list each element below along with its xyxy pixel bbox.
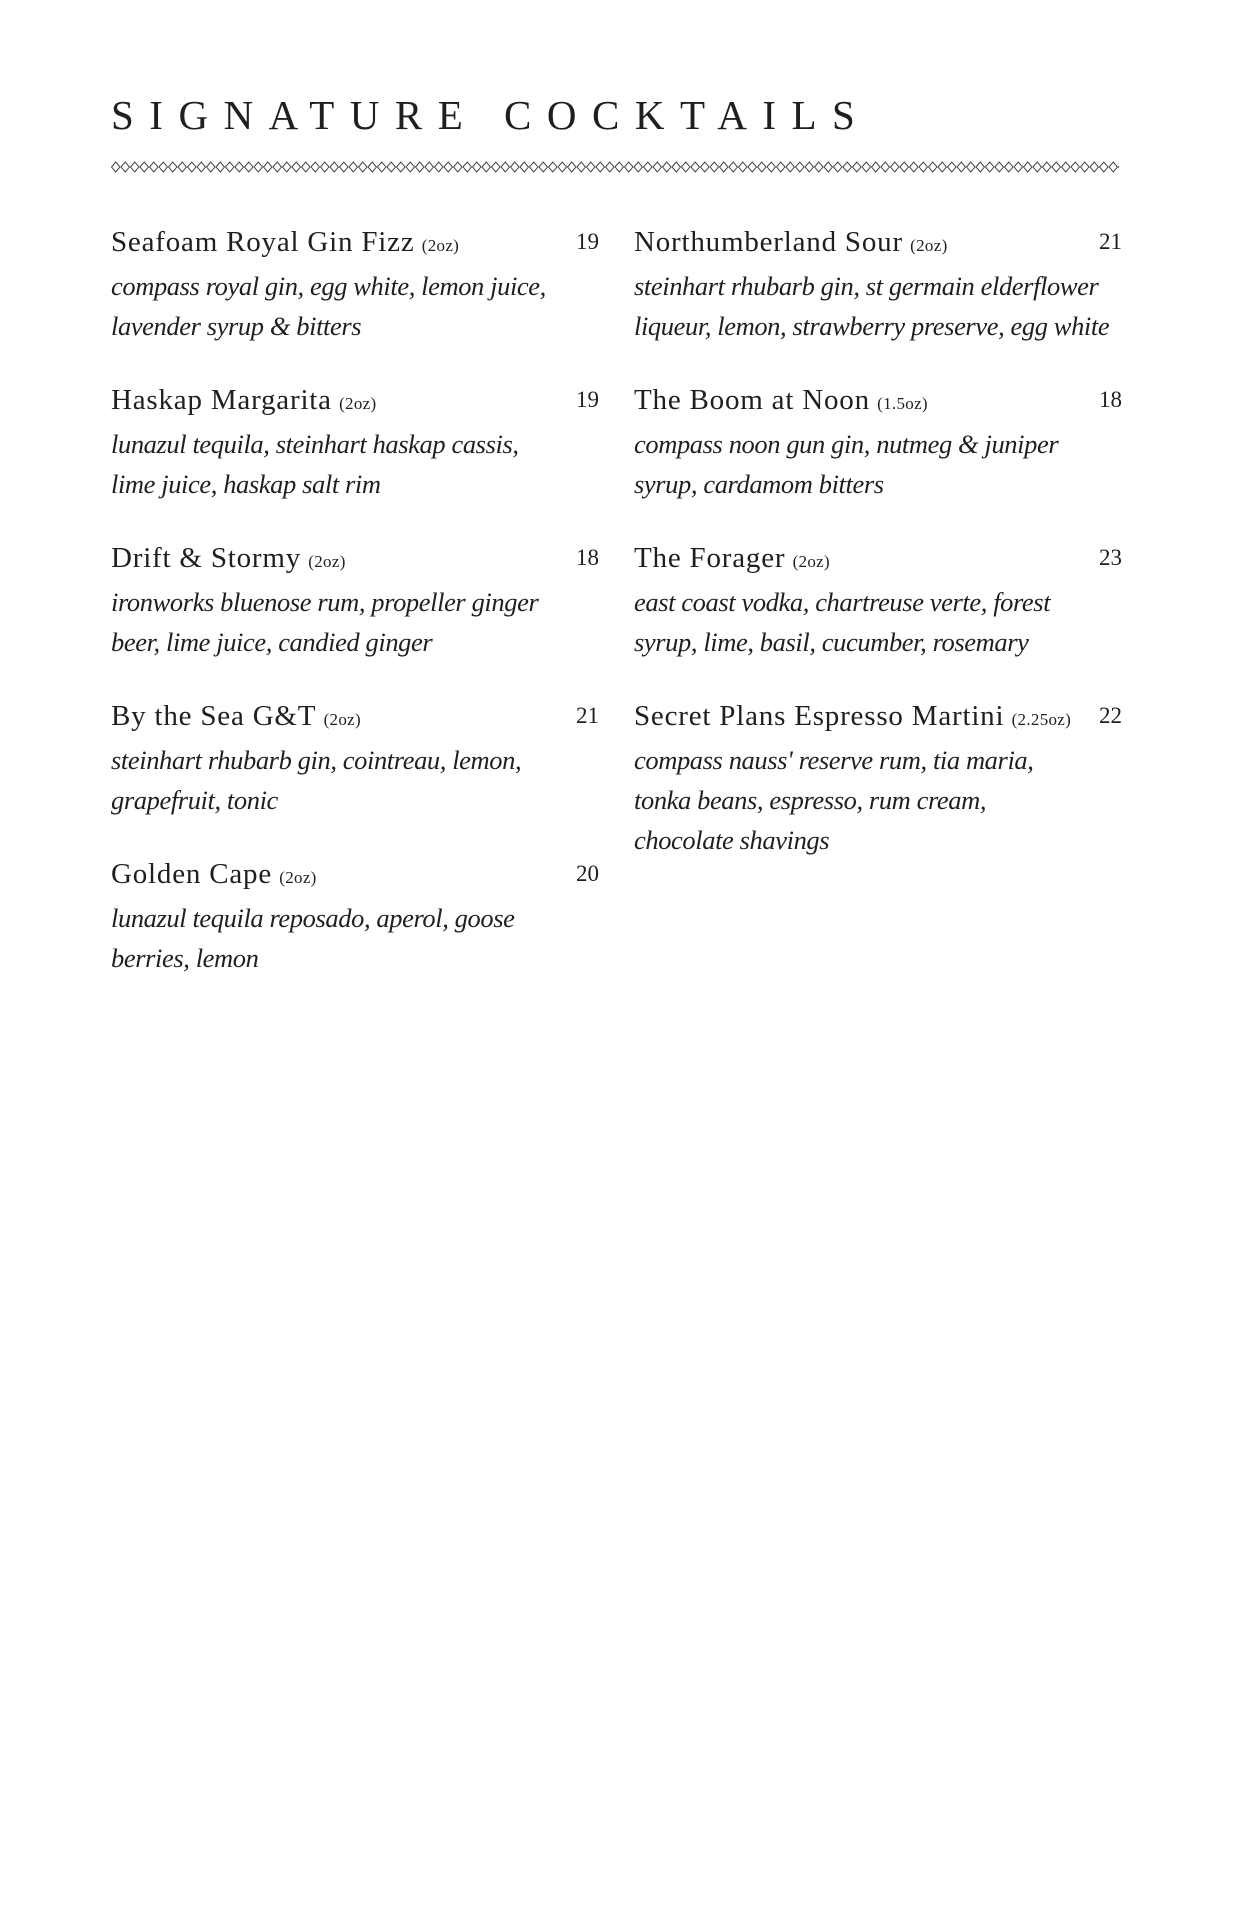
menu-item [111,538,599,662]
cocktail-description [634,424,1122,504]
menu-item-header [111,854,599,898]
cocktail-name: The Boom at Noon [634,384,870,416]
pour-size: (2oz) [339,394,377,413]
cocktail-description [111,266,599,346]
description-line: lime juice, haskap salt rim [111,469,381,499]
description-line: steinhart rhubarb gin, st germain elderflower [634,271,1099,301]
description-line: beer, lime juice, candied ginger [111,627,433,657]
menu-item-header [634,222,1122,266]
menu-item-header [111,696,599,740]
cocktail-price: 21 [1099,229,1122,254]
menu-page [111,0,1122,973]
pour-size: (2oz) [910,236,948,255]
pour-size: (2oz) [323,710,361,729]
cocktail-description [111,582,599,662]
cocktail-description [111,740,599,820]
description-line: chocolate shavings [634,825,830,855]
cocktail-price: 19 [576,229,599,254]
cocktail-price: 18 [1099,387,1122,412]
cocktail-description [634,740,1122,860]
cocktail-price: 23 [1099,545,1122,570]
cocktail-description [634,266,1122,346]
description-line: compass noon gun gin, nutmeg & juniper [634,429,1059,459]
menu-item-header [634,380,1122,424]
cocktail-name: Drift & Stormy [111,542,302,574]
description-line: compass nauss' reserve rum, tia maria, [634,745,1034,775]
menu-item [634,538,1122,662]
cocktail-name: Northumberland Sour [634,226,903,258]
cocktail-name: Secret Plans Espresso Martini [634,700,1005,732]
cocktail-price: 22 [1099,703,1122,728]
pour-size: (2oz) [792,552,830,571]
cocktail-price: 21 [576,703,599,728]
menu-item [111,380,599,504]
menu-item-header [634,696,1122,740]
menu-item-header [111,222,599,266]
cocktail-description [111,424,599,504]
menu-item [634,696,1122,860]
diamond-divider [111,160,1119,174]
description-line: liqueur, lemon, strawberry preserve, egg white [634,311,1110,341]
left-column [111,222,599,1012]
description-line: lavender syrup & bitters [111,311,362,341]
cocktail-price: 20 [576,861,599,886]
description-line: ironworks bluenose rum, propeller ginger [111,587,539,617]
menu-item [634,380,1122,504]
menu-title: SIGNATURE COCKTAILS [111,92,871,138]
cocktail-name: Seafoam Royal Gin Fizz [111,226,415,258]
menu-item [111,696,599,820]
menu-item-header [634,538,1122,582]
cocktail-price: 18 [576,545,599,570]
cocktail-name: Haskap Margarita [111,384,332,416]
cocktail-description [634,582,1122,662]
right-column [634,222,1122,894]
description-line: lunazul tequila, steinhart haskap cassis, [111,429,519,459]
description-line: compass royal gin, egg white, lemon juice, [111,271,546,301]
description-line: berries, lemon [111,943,259,973]
description-line: syrup, cardamom bitters [634,469,884,499]
pour-size: (2oz) [308,552,346,571]
menu-item [634,222,1122,346]
menu-item [111,222,599,346]
description-line: grapefruit, tonic [111,785,278,815]
pour-size: (2oz) [279,868,317,887]
cocktail-name: Golden Cape [111,858,273,890]
description-line: lunazul tequila reposado, aperol, goose [111,903,515,933]
description-line: steinhart rhubarb gin, cointreau, lemon, [111,745,522,775]
menu-item-header [111,538,599,582]
pour-size: (1.5oz) [877,394,928,413]
description-line: east coast vodka, chartreuse verte, forest [634,587,1051,617]
cocktail-name: The Forager [634,542,786,574]
description-line: tonka beans, espresso, rum cream, [634,785,987,815]
cocktail-price: 19 [576,387,599,412]
description-line: syrup, lime, basil, cucumber, rosemary [634,627,1029,657]
cocktail-description [111,898,599,978]
cocktail-name: By the Sea G&T [111,700,317,732]
menu-item-header [111,380,599,424]
menu-item [111,854,599,978]
pour-size: (2oz) [421,236,460,255]
pour-size: (2.25oz) [1011,710,1072,729]
